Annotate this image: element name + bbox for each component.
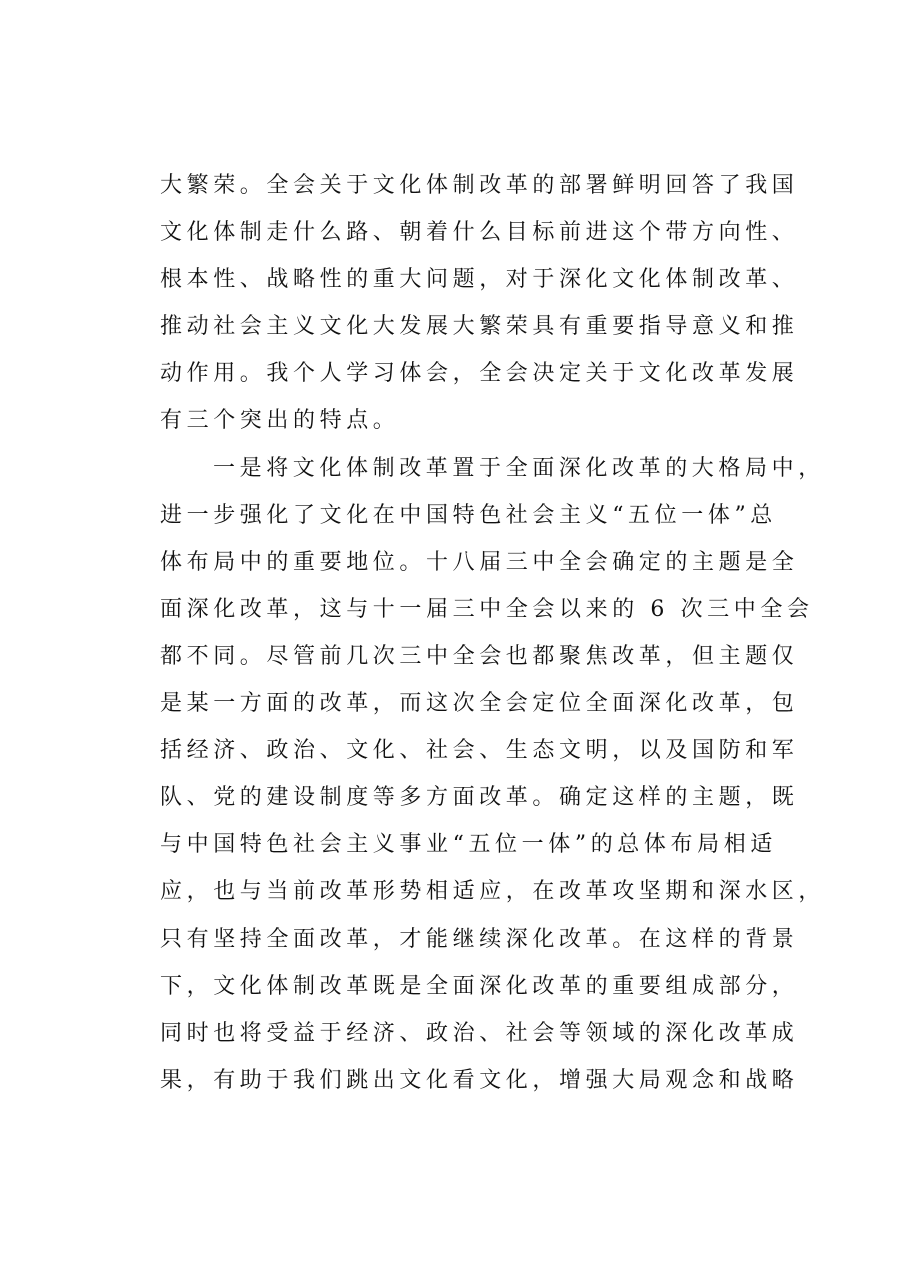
- text-line: 动作用。我个人学习体会，全会决定关于文化改革发展: [160, 361, 799, 387]
- text-line: 括经济、政治、文化、社会、生态文明，以及国防和军: [160, 738, 799, 764]
- text-line: 面深化改革，这与十一届三中全会以来的 6 次三中全会: [160, 596, 814, 622]
- text-line: 果，有助于我们跳出文化看文化，增强大局观念和战略: [160, 1067, 799, 1093]
- text-line: 队、党的建设制度等多方面改革。确定这样的主题，既: [160, 785, 799, 811]
- text-line: 下，文化体制改革既是全面深化改革的重要组成部分，: [160, 973, 799, 999]
- text-line: 体布局中的重要地位。十八届三中全会确定的主题是全: [160, 549, 799, 575]
- text-line: 根本性、战略性的重大问题，对于深化文化体制改革、: [160, 267, 799, 293]
- text-line: 与中国特色社会主义事业“五位一体”的总体布局相适: [160, 832, 777, 858]
- text-line: 大繁荣。全会关于文化体制改革的部署鲜明回答了我国: [160, 173, 799, 198]
- text-line: 都不同。尽管前几次三中全会也都聚焦改革，但主题仅: [160, 643, 799, 669]
- text-line: 文化体制走什么路、朝着什么目标前进这个带方向性、: [160, 220, 799, 246]
- text-line: 进一步强化了文化在中国特色社会主义“五位一体”总: [160, 502, 777, 528]
- text-line: 只有坚持全面改革，才能继续深化改革。在这样的背景: [160, 926, 799, 952]
- text-line: 推动社会主义文化大发展大繁荣具有重要指导意义和推: [160, 314, 799, 340]
- text-line: 一是将文化体制改革置于全面深化改革的大格局中，: [213, 455, 825, 481]
- text-line: 有三个突出的特点。: [160, 408, 400, 434]
- text-line: 同时也将受益于经济、政治、社会等领域的深化改革成: [160, 1020, 799, 1046]
- text-line: 应，也与当前改革形势相适应，在改革攻坚期和深水区，: [160, 879, 826, 905]
- text-line: 是某一方面的改革，而这次全会定位全面深化改革，包: [160, 691, 799, 717]
- body-text: [160, 162, 826, 1104]
